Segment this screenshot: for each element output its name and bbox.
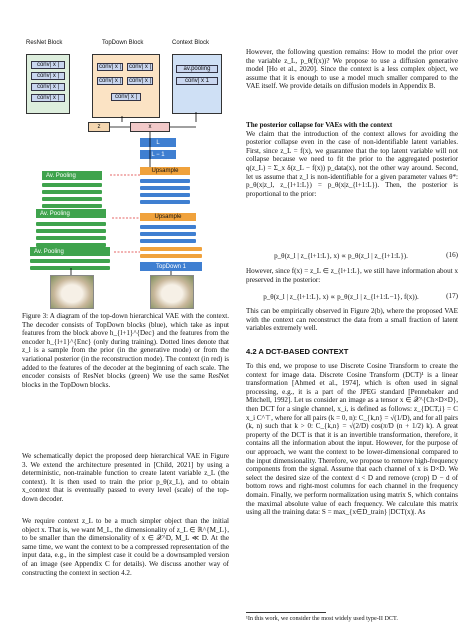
left-paragraph-2: We schematically depict the proposed deep hierarchical VAE in Figure 3. We extend the architecture presented in [Child, 2021] by using a deterministic, non-trainable function to create latent variable z_L (the context). It is then used to train the prior p_θ(z_L), and to obtain x_context that is eventually passed to every level (scale) of the top-down decoder. bbox=[22, 452, 229, 503]
topdown-conv-4: conv| x | bbox=[128, 78, 152, 84]
topdown-bar bbox=[140, 225, 196, 229]
av-pooling-2: Av. Pooling bbox=[36, 209, 106, 218]
resnet-conv-3: conv| x | bbox=[31, 83, 65, 91]
resnet-bar bbox=[42, 183, 102, 187]
right-paragraph-5: To this end, we propose to use Discrete Cosine Transform to create the context for image data. Discrete Cosine Transform (DCT)¹ is a linear transformation [Ahmed et al., 1974], which is often used in signal processing, e.g., it is a part of the JPEG standard [Pennebaker and Mitchell, 1992]. Let us consider an image as a tensor x ∈ 𝒳^{Ch×D×D}, then DCT for a single channel, x_i, is defined as follows: z_{DCT,i} = C x_i C^⊤, where for all pairs (k = 0, n): C_{k,n} = √(1/D), and for all pairs (k, n) such that k > 0: C_{k,n} = √(2/D) cos(π/D (n + 1/2) k). A great property of the DCT is that it is an invertible transformation, therefore, it contains all the information about the input. However, for the purpose of our approach, we want the context to be lower-dimensional compared to the input dimensionality. Therefore, we propose to remove high-frequency components from the signal. Assume that each channel of x is D×D. We select the desired size of the context d < D and remove (crop) D − d of bottom rows and right-most columns for each channel in the frequency domain. Finally, we perform normalization using matrix S, which contains the maximal absolute value of each frequency. We calculate this matrix using all the training data: S = max_{x∈D_train} |DCT(x)|. As bbox=[246, 362, 458, 517]
topdown-bar bbox=[140, 193, 190, 197]
level-l-minus-1-box bbox=[140, 150, 176, 159]
resnet-bar bbox=[42, 197, 102, 201]
topdown-1-box: TopDown 1 bbox=[140, 262, 202, 271]
footnote-rule bbox=[246, 612, 326, 613]
z-l-node bbox=[88, 122, 110, 132]
topdown-bar bbox=[140, 232, 196, 236]
resnet-bar bbox=[30, 266, 110, 270]
upsample-1: Upsample bbox=[140, 167, 190, 175]
posterior-collapse-heading: The posterior collapse for VAEs with the context bbox=[246, 121, 393, 129]
resnet-block-label: ResNet Block bbox=[26, 40, 63, 46]
x-context-label: x bbox=[148, 124, 152, 130]
context-conv1x1: conv| x 1 bbox=[176, 77, 218, 85]
equation-17-math: p_θ(z_l | z_{l+1:L}, x) ∝ p_θ(z_l | z_{l+1:L−1}, f(x)). bbox=[263, 293, 419, 301]
resnet-bar bbox=[36, 229, 106, 233]
input-image bbox=[50, 275, 94, 309]
resnet-block bbox=[26, 54, 70, 114]
right-paragraph-4: This can be empirically observed in Figure 2(b), where the proposed VAE with the context can reconstruct the data from a small fraction of latent variables extremely well. bbox=[246, 307, 458, 333]
topdown-bar bbox=[140, 239, 196, 243]
topdown-conv-1: conv| x | bbox=[98, 64, 122, 70]
right-paragraph-3: However, since f(x) = z_L ∈ z_{l+1:L}, we still have information about x preserved in the posterior: bbox=[246, 267, 458, 284]
resnet-bar bbox=[42, 190, 102, 194]
right-paragraph-1: However, the following question remains: How to model the prior over the variable z_L, p_θ(f(x))? We propose to use a diffusion generative model [Ho et al., 2020]. Since the context is a less complex object, we assume that it is enough to use a model much smaller compared to the VAE itself. We provide details on diffusion models in Appendix B. bbox=[246, 48, 458, 91]
level-l-label: L bbox=[156, 139, 160, 146]
topdown-conv-3: conv| x | bbox=[98, 78, 122, 84]
right-paragraph-2: The posterior collapse for VAEs with the context We claim that the introduction of the context allows for avoiding the posterior collapse even in the case of non-identifiable latent variables. First, since z_L = f(x), we guarantee that the top latent variable will not collapse because we need to fit the prior to the aggregated posterior q(z_L) = Σ_x δ(z_L − f(x)) p_data(x), not the other way around. Second, let us assume that z_l is non-identifiable for a given parameter values θ*: p_θ(x|z_l, z_{l+1:L}) = p_θ(x|z_{l+1:L}). Then, the posterior is proportional to the prior: bbox=[246, 121, 458, 198]
equation-16-math: p_θ(z_l | z_{l+1:L}, x) ∝ p_θ(z_l | z_{l+1:L}). bbox=[274, 252, 408, 260]
resnet-conv-1: conv| x | bbox=[31, 61, 65, 69]
equation-17-number: (17) bbox=[446, 292, 458, 300]
topdown-block-label: TopDown Block bbox=[102, 40, 144, 46]
resnet-conv-2: conv| x | bbox=[31, 72, 65, 80]
footnote: ¹In this work, we consider the most widely used type-II DCT. bbox=[246, 615, 398, 622]
figure-caption: Figure 3: A diagram of the top-down hierarchical VAE with the context. The decoder consists of TopDown blocks (blue), which take as input features from the block above h_{l+1}^{Dec} and the features from the encoder h_{l+1}^{Enc} (only during training). Dotted lines denote that z_l is a sample from the prior (in the generative mode) or from the variational posterior (in the reconstruction mode). The context (in red) is added to the features of the decoder at the beginning of each scale. The encoder consists of ResNet blocks (green) We use the same ResNet blocks in the TopDown blocks. bbox=[22, 312, 229, 389]
resnet-conv-4: conv| x | bbox=[31, 94, 65, 102]
level-l-box bbox=[140, 138, 176, 147]
figure-3 bbox=[22, 40, 232, 308]
context-avpool: av.pooling bbox=[176, 65, 218, 73]
context-block-label: Context Block bbox=[172, 40, 210, 46]
av-pooling-3: Av. Pooling bbox=[30, 247, 110, 256]
resnet-bar bbox=[36, 236, 106, 240]
av-pooling-1: Av. Pooling bbox=[42, 171, 102, 180]
equation-16-number: (16) bbox=[446, 251, 458, 259]
level-l-minus-1-label: L − 1 bbox=[151, 151, 165, 158]
topdown-bar bbox=[140, 254, 202, 258]
resnet-bar bbox=[30, 259, 110, 263]
upsample-2: Upsample bbox=[140, 213, 196, 221]
z-l-label: z bbox=[97, 124, 101, 130]
topdown-bar bbox=[140, 186, 190, 190]
context-block bbox=[172, 54, 222, 114]
resnet-bar bbox=[42, 204, 102, 208]
topdown-conv-2: conv| x | bbox=[128, 64, 152, 70]
topdown-bar bbox=[140, 247, 202, 251]
section-heading: 4.2 A DCT-BASED CONTEXT bbox=[246, 347, 349, 356]
x-context-node bbox=[130, 122, 170, 132]
topdown-block bbox=[92, 54, 160, 118]
left-paragraph-3: We require context z_L to be a much simpler object than the initial object x. That is, we want M_L, the dimensionality of z_L ∈ ℝ^{M_L}, to be smaller than the dimensionality of x ∈ 𝒳^D, M_L ≪ D. At the same time, we want the context to be a compressed representation of the input data, e.g., in the simplest case it could be a downsampled version of an image (see Appendix C for details). We discuss another way of constructing the context in section 4.2. bbox=[22, 517, 229, 577]
topdown-conv-5: conv| x | bbox=[111, 93, 141, 101]
topdown-bar bbox=[140, 179, 190, 183]
resnet-bar bbox=[36, 222, 106, 226]
topdown-bar bbox=[140, 200, 190, 204]
output-image bbox=[150, 275, 194, 309]
